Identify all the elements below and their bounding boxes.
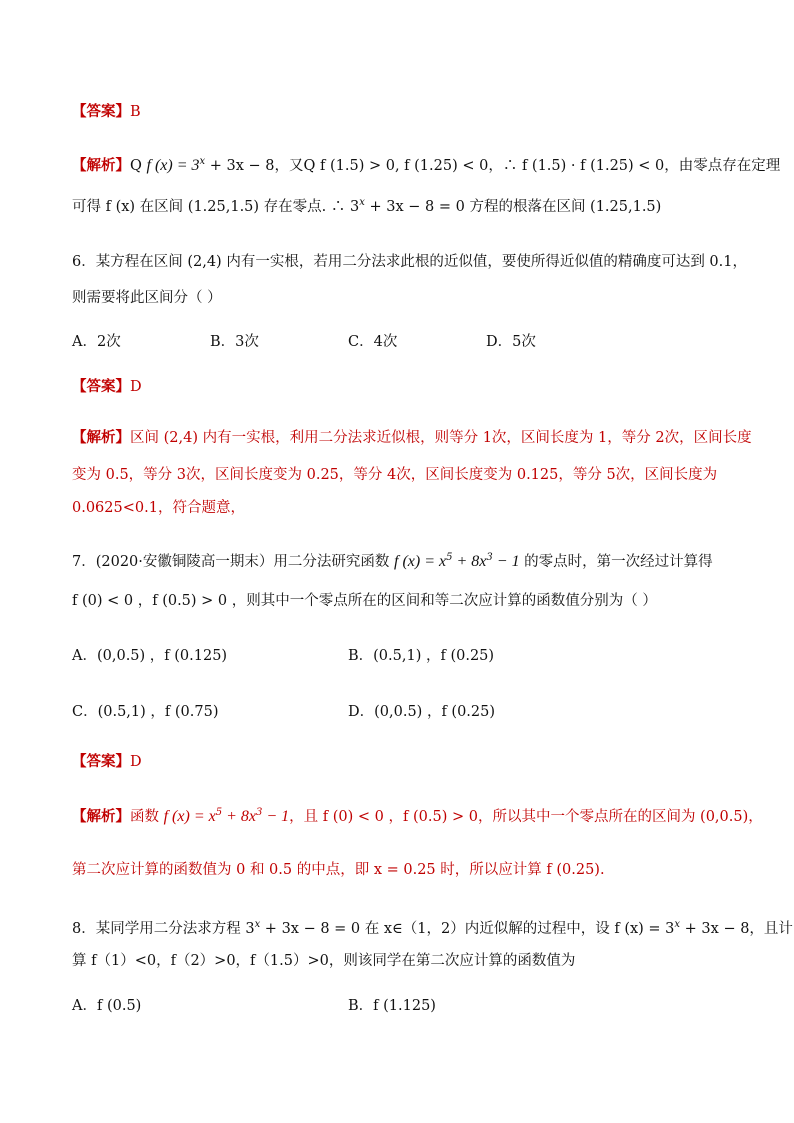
q8-option-a: A．f (0.5) [72, 998, 142, 1014]
q8-option-b: B．f (1.125) [348, 998, 436, 1014]
q7-answer-line [72, 752, 732, 772]
q7-option-d: D．(0,0.5) ，f (0.25) [348, 704, 496, 720]
analysis-label: 【解析】 [72, 430, 130, 446]
q6-analysis-line-2: 变为 0.5，等分 3次，区间长度变为 0.25，等分 4次，区间长度变为 0.125，等分 5次，区间长度为 [72, 467, 718, 483]
answer-label: 【答案】 [72, 379, 130, 395]
q7-option-c: C．(0.5,1) ，f (0.75) [72, 704, 219, 720]
q5-answer-value: B [130, 104, 141, 120]
q7-stem-line-2: f (0) < 0 ，f (0.5) > 0 ，则其中一个零点所在的区间和等二次应计算的函数值分别为（ ） [72, 593, 657, 609]
q7-analysis-line-2: 第二次应计算的函数值为 0 和 0.5 的中点，即 x = 0.25 时，所以应计算 f (0.25). [72, 862, 605, 878]
q6-analysis-line-3: 0.0625<0.1，符合题意， [72, 500, 245, 516]
analysis-label: 【解析】 [72, 808, 130, 825]
q6-stem-line-2: 则需要将此区间分（ ） [72, 290, 222, 306]
analysis-label: 【解析】 [72, 157, 130, 174]
q7-option-a: A．(0,0.5) ，f (0.125) [72, 648, 228, 664]
q7-option-b: B．(0.5,1) ，f (0.25) [348, 648, 495, 664]
answer-label: 【答案】 [72, 754, 130, 770]
q6-option-b: B．3次 [210, 334, 259, 350]
q5-analysis-line-2: 可得 f (x) 在区间 (1.25,1.5) 存在零点. ∴ $3^x + 3x - 8 = 0$ 方程的根落在区间 (1.25,1.5) [72, 197, 662, 215]
answer-label: 【答案】 [72, 104, 130, 120]
q6-option-c: C．4次 [348, 334, 398, 350]
q6-analysis-line-1: 【解析】区间 (2,4) 内有一实根，利用二分法求近似根，则等分 1次，区间长度为 1，等分 2次，区间长度 [72, 430, 752, 446]
q6-option-a: A．2次 [72, 334, 121, 350]
q7-answer-value: D [130, 754, 142, 770]
q7-stem-line-1: 7．(2020·安徽铜陵高一期末）用二分法研究函数 f $(x) = x^5 + 8x^3 - 1$ 的零点时，第一次经过计算得 [72, 552, 713, 570]
q5-answer-line [72, 102, 732, 122]
q6-answer-value: D [130, 379, 142, 395]
q6-option-d: D．5次 [486, 334, 536, 350]
q6-answer-line [72, 377, 732, 397]
q8-stem-line-1: 8．某同学用二分法求方程 $3^x + 3x - 8 = 0$ 在 x∈（1，2）内近似解的过程中，设 f $(x) = 3^x + 3x - 8$，且计 [72, 919, 793, 937]
q6-stem-line-1: 6．某方程在区间 (2,4) 内有一实根，若用二分法求此根的近似值，要使所得近似值的精确度可达到 0.1， [72, 254, 747, 270]
q8-stem-line-2: 算 f（1）<0，f（2）>0，f（1.5）>0，则该同学在第二次应计算的函数值为 [72, 953, 576, 969]
q5-analysis-line-1: 【解析】Q f $(x) = 3^x + 3x - 8$，又Q f (1.5) > 0, f (1.25) < 0，∴ f (1.5) · f (1.25) < 0，由零点存在定理 [72, 156, 781, 174]
q7-analysis-line-1: 【解析】函数 f $(x) = x^5 + 8x^3 - 1$，且 f (0) < 0 ，f (0.5) > 0，所以其中一个零点所在的区间为 (0,0.5)， [72, 807, 763, 825]
